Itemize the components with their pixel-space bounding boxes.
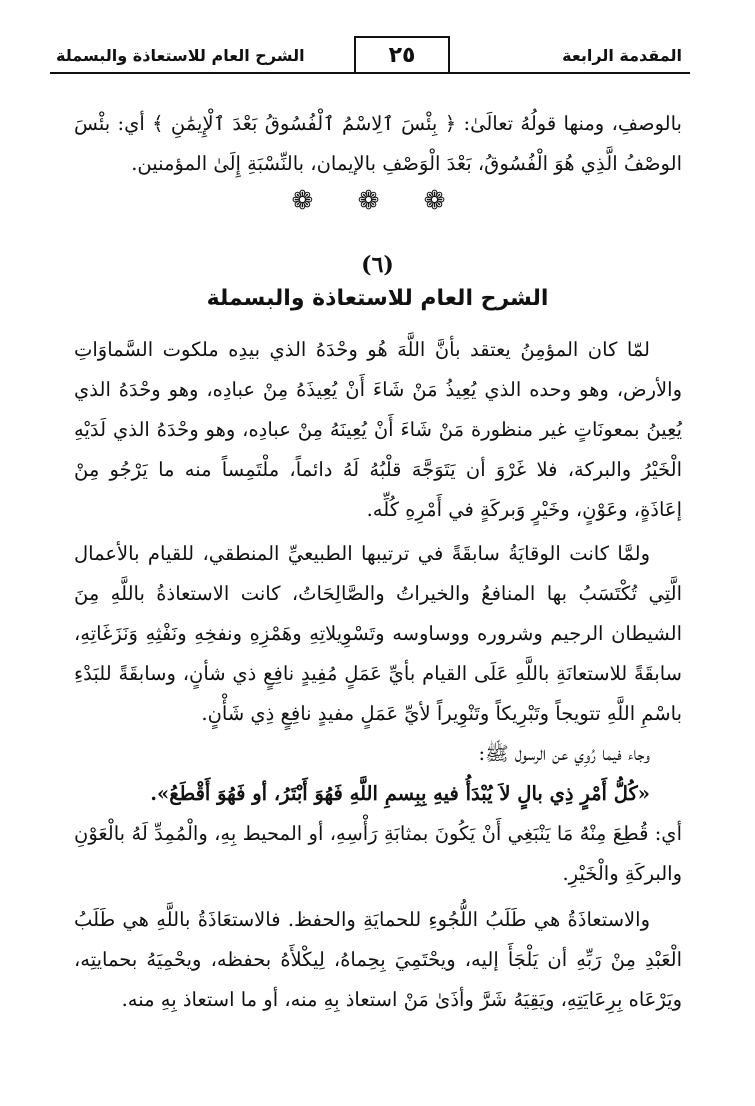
paragraph-3: وجاء فيما رُوِي عن الرسول ﷺ:	[478, 742, 650, 765]
section-number: (٦)	[361, 252, 394, 278]
paragraph-intro: بالوصفِ، ومنها قولُهُ تعالَىٰ: ﴿ بِئْسَ ٱلِاسْمُ ٱلْفُسُوقُ بَعْدَ ٱلْإِيمَٰنِ ﴾ أي: بئْسَ الوصْفُ الَّذِي هُوَ الْفُسُوقُ، بَعْدَ الْوَصْفِ بالإيمان، بالنِّسْبَةِ إِلَىٰ المؤمنين.	[74, 112, 682, 175]
running-section-title: الشرح العام للاستعاذة والبسملة	[56, 46, 305, 65]
page-number: ٢٥	[354, 36, 450, 72]
header-rule	[50, 72, 690, 74]
paragraph-6: والاستعاذَةُ هي طَلَبُ اللُّجُوءِ للحمايَةِ والحفظ. فالاستعَاذَةُ باللَّهِ هي طَلَبُ الْعَبْدِ مِنْ رَبِّهِ أن يَلْجَأَ إليه، ويحْتَمِيَ بِحِماهُ، لِيكْلأَهُ بحفظه، ويحْمِيَهُ بحمايتِه، ويَرْعَاه بِرِعَايَتِهِ، ويَقِيَهُ شَرَّ وأذَىٰ مَنْ استعاذ بِهِ منه، أو ما استعاذ بِهِ منه.	[74, 908, 682, 1011]
ornament-divider: ❁ ❁ ❁	[291, 186, 464, 216]
paragraph-2: ولمَّا كانت الوقايَةُ سابقَةً في ترتيبها الطبيعيِّ المنطقي، للقيام بالأعمال الَّتِي تُكْتَسَبُ بها المنافعُ والخيراتُ والصَّالِحَاتُ، كانت الاستعاذةُ باللَّهِ مِنَ الشيطان الرجيم وشروره ووساوسه وتَسْوِيلاتِهِ وهَمْزِهِ ونفخِهِ ونَفْثِهِ وَنَزَغَاتِهِ، سابقَةً للاستعانَةِ باللَّهِ عَلَى القيام بأيِّ عَمَلٍ مُفِيدٍ نافِعٍ ذي شأنٍ، وسابقَةً للبَدْءِ باسْمِ اللَّهِ تتويجاً وتَبْرِيكاً وتَنْوِيراً لأيِّ عَمَلٍ مفيدٍ نافِعٍ ذِي شَأْنٍ.	[74, 542, 682, 725]
page-header	[50, 36, 690, 78]
chapter-title: المقدمة الرابعة	[562, 46, 682, 65]
section-heading: الشرح العام للاستعاذة والبسملة	[206, 286, 549, 311]
paragraph-5: أي: قُطِعَ مِنْهُ مَا يَنْبَغِي أَنْ يَكُونَ بمثابَةِ رَأْسِهِ، أو المحيط بِهِ، والْمُمِدِّ لَهُ بالْعَوْنِ والبركَةِ والْخَيْرِ.	[74, 822, 682, 885]
hadith-quote: «كُلُّ أَمْرٍ ذِي بالٍ لاَ يُبْدَأُ فيهِ بِبِسمِ اللَّهِ فَهُوَ أَبْتَرُ، أو فَهُوَ أَقْطَعُ».	[150, 782, 650, 805]
paragraph-1: لمّا كان المؤمِنُ يعتقد بأنَّ اللَّهَ هُو وحْدَهُ الذي بيدِه ملكوت السَّماوَاتِ والأرض، وهو وحده الذي يُعِيذُ مَنْ شَاءَ أَنْ يُعِيذَهُ مِنْ عبادِه، وهو وحْدَهُ الذي يُعِينُ بمعونَاتٍ غير منظورة مَنْ شَاءَ أَنْ يُعِينَهُ مِنْ عبادِه، وهو وحْدَهُ الذي لَدَيْهِ الْخَيْرُ والبركة، فلا غَرْوَ أن يَتَوَجَّهَ قلْبُهُ لَهُ دائماً، ملْتَمِساً منه ما يَرْجُو مِنْ إعَاذَةٍ، وعَوْنٍ، وخَيْرٍ وَبركَةٍ في أَمْرِهِ كُلِّه.	[74, 338, 682, 521]
